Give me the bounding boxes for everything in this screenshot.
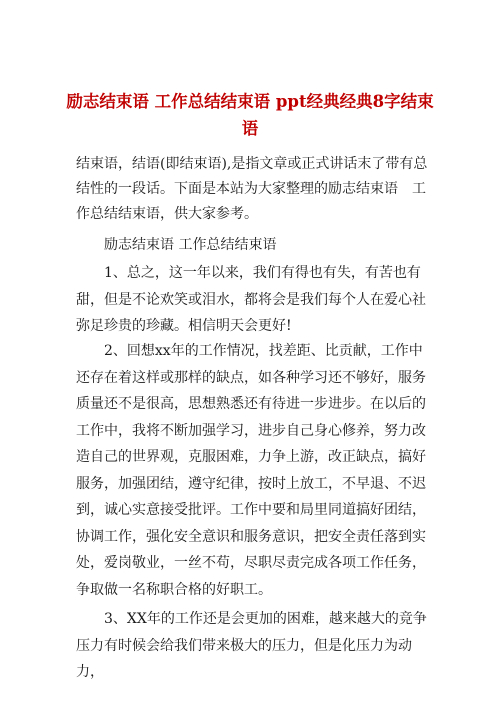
paragraph-1 <box>76 260 428 340</box>
paragraph-1-text: 1、总之，这一年以来，我们有得也有失，有苦也有甜，但是不论欢笑或泪水，都将会是我们每个人在爱心社弥足珍贵的珍藏。相信明天会更好! <box>76 265 426 334</box>
document-title: 励志结束语 工作总结结束语 ppt经典经典8字结束语 <box>66 92 434 138</box>
section-subtitle: 励志结束语 工作总结结束语 <box>104 237 277 253</box>
intro-paragraph: 结束语，结语(即结束语),是指文章或正式讲话末了带有总结性的一段话。下面是本站为大家整理的励志结束语 工作总结结束语，供大家参考。 <box>76 156 428 222</box>
paragraph-3-text: 3、XX年的工作还是会更加的困难，越来越大的竞争压力有时候会给我们带来极大的压力，但是化压力为动力， <box>76 611 427 680</box>
paragraph-3 <box>76 606 428 686</box>
paragraph-2 <box>76 338 428 603</box>
paragraph-2-text: 2、回想xx年的工作情况，找差距、比贡献，工作中还存在着这样或那样的缺点，如各种学习还不够好，服务质量还不是很高，思想熟悉还有待进一步进步。在以后的工作中，我将不断加强学习，进步自己身心修养，努力改造自己的世界观，克服困难，力争上游，改正缺点，搞好服务，加强团结，遵守纪律，按时上放工，不早退、不迟到，诚心实意接受批评。工作中要和局里同道搞好团结，协调工作，强化安全意识和服务意识，把安全责任落到实处，爱岗敬业，一丝不苟，尽职尽责完成各项工作任务，争取做一名称职合格的好职工。 <box>76 343 426 598</box>
